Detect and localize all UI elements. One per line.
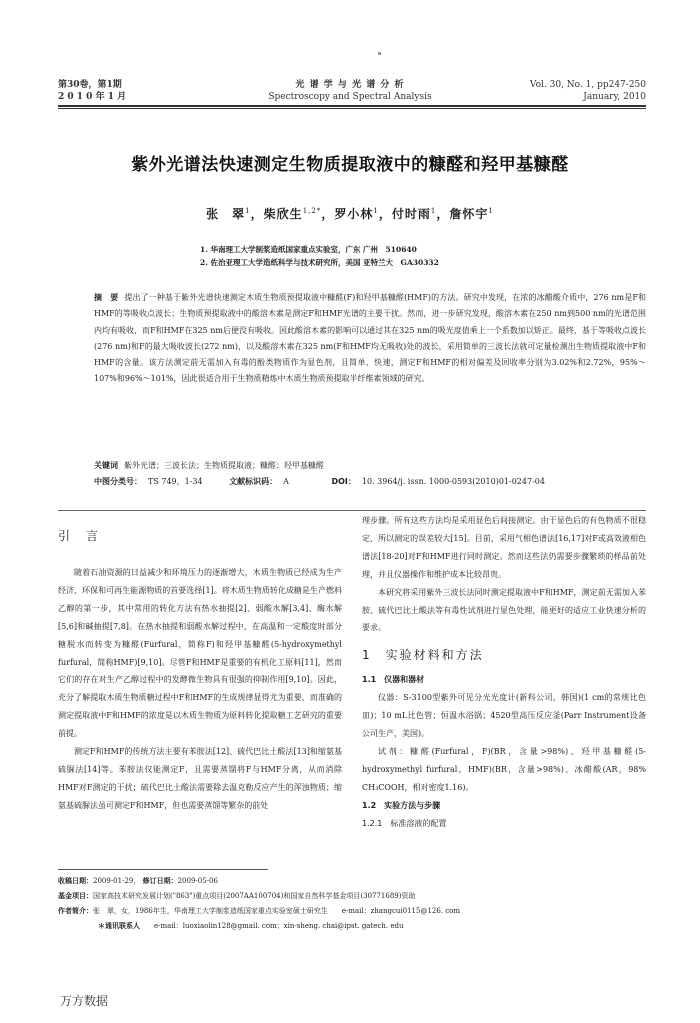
paper-title: 紫外光谱法快速测定生物质提取液中的糠醛和羟甲基糠醛 [131,155,569,175]
author: 罗小林$^1$ [334,207,379,221]
right-column [362,512,646,833]
clc-value: TS 749，1-34 [148,477,203,486]
received-date: 2009-01-29， [93,877,141,885]
code-label: 文献标识码： [229,477,278,486]
fund-text: 国家高技术研究发展计划("863")重点项目(2007AA100704)和国家自然科学基金项目(30771689)资助 [93,892,416,900]
footnote-rule [58,869,268,870]
keywords [94,458,324,474]
header-journal-cn: 光 谱 学 与 光 谱 分 析 [295,80,405,90]
clc-label: 中图分类号： [94,477,142,486]
revised-date: 2009-05-06 [177,877,218,885]
author-bio-text: 张 翠，女，1986年生，华南理工大学制浆造纸国家重点实验室硕士研究生 e-mail：zhangcui0115@126. com [93,907,461,915]
keywords-label: 关键词 [94,461,118,470]
abstract-label: 摘 要 [94,293,119,302]
reagents-paragraph: 试剂：糠醛(Furfural，F)(BR，含量>98%)、羟甲基糠醛(5-hydroxymethyl furfural，HMF)(BR，含量>98%)、冰醋酸(AR，98% CH₃COOH，相对密度1.16)。 [362,747,646,792]
correspondence-text: e-mail：luoxiaolin128@gmail. com；xin-sheng. chai@ipst. gatech. edu [154,922,404,930]
instruments-paragraph: 仪器：S-3100型紫外可见分光光度计(新科公司，韩国)(1 cm的常规比色皿)；10 mL比色管；恒温水浴锅；4520型高压反应釜(Parr Instrument设备公司生产，美国)。 [362,693,646,739]
correspondence-label: ＊通讯联系人 [98,922,140,930]
header-rule-thin [58,108,646,109]
header-rule [58,105,646,107]
author: 张 翠$^1$ [206,207,251,221]
watermark: 万方数据 [60,994,109,1008]
doi-value: 10. 3964/j. issn. 1000-0593(2010)01-0247-04 [361,477,545,486]
subsection-1-2-heading: 1.2 实验方法与步骤 [362,800,441,810]
header-date-cn: 2 0 1 0 年 1 月 [58,92,127,102]
footnote-dates [58,874,648,889]
intro-paragraph-2: 测定F和HMF的传统方法主要有苯胺法[12]、硫代巴比土酸法[13]和缩氨基硫脲法[14]等。苯胺法仅能测定F，且需要蒸馏将F与HMF分离，从而消除HMF对F测定的干扰；硫代巴比土酸法需要除去温克勒反应产生的浑浊物质；缩氨基硫脲法虽可测定F和HMF，但也需要蒸馏等繁杂的前处 [58,747,342,810]
author: 付时雨$^1$ [391,207,437,221]
received-label: 收稿日期： [58,877,93,885]
author: 詹怀宇$^1$ [449,207,494,221]
section-1-heading: 1 实验材料和方法 [362,648,484,663]
footnote-author [58,904,648,919]
classification-line [94,474,654,490]
author-bio-label: 作者简介： [58,907,93,915]
right-paragraph-1: 理步骤。所有这些方法均是采用显色后间接测定。由于显色后的有色物质不很稳定，所以测定的误差较大[15]。目前，采用气相色谱法[16,17]对F或高效液相色谱法[18-20]对F和HMF进行同时测定。然而这些法仍需要步骤繁琐的样品前处理，并且仪器操作和维护成本比较昂贵。 [362,516,646,579]
subsection-1-2-1-heading: 1.2.1 标准溶液的配置 [362,818,447,828]
footnote-correspondence [98,919,648,934]
intro-heading: 引 言 [58,529,101,543]
affiliation-1: 1. 华南理工大学制浆造纸国家重点实验室，广东 广州 510640 [200,245,417,254]
scan-speck [378,52,381,55]
intro-paragraph-1: 随着石油资源的日益减少和环境压力的逐渐增大，木质生物质已经成为生产经济、环保和可再生能源物质的首要选择[1]。将木质生物质转化成糖是生产燃料乙醇的第一步，其中常用的转化方法有热水抽提[2]、弱酸水解[3,4]、酶水解[5,6]和碱抽提[7,8]。在热水抽提和弱酸水解过程中，在高温和一定酸度时部分糖脱水而转变为糠醛(Furfural，简称F)和羟甲基糠醛(5-hydroxymethyl furfural，简称HMF)[9,10]。尽管F和HMF是重要的有机化工原料[11]，然而它们的存在对生产乙醇过程中的发酵微生物具有很强的抑制作用[9,10]。因此，充分了解提取木质生物质糖过程中F和HMF的生成规律显得尤为重要，而准确的测定提取液中F和HMF的浓度是以木质生物质为原料转化提取糖工艺研究的重要前提。 [58,568,342,739]
revised-label: 修订日期： [142,877,178,885]
header-journal-en: Spectroscopy and Spectral Analysis [268,92,432,102]
subsection-1-1-heading: 1.1 仪器和器材 [362,675,425,685]
header-date-en: January, 2010 [583,92,646,102]
fund-label: 基金项目： [58,892,93,900]
footnote-fund [58,889,648,904]
doi-label: DOI： [331,477,356,486]
keywords-text: 紫外光谱；三波长法；生物质提取液；糠醛；羟甲基糠醛 [124,461,324,470]
header-volume: 第30卷，第1期 [58,80,122,90]
abstract [94,290,646,388]
abstract-text: 提出了一种基于紫外光谱快速测定木质生物质预提取液中糠醛(F)和羟甲基糠醛(HMF)的方法。研究中发现，在浓的冰醋酸介质中，276 nm是F和HMF的等吸收点波长；生物质预提取液中的酸溶木素是测定F和HMF光谱的主要干扰。然而，进一步研究发现，酸溶木素在250 nm到500 nm的光谱范围内均有吸收，而F和HMF在325 nm后便没有吸收。因此酸溶木素的影响可以通过其在325 nm的吸光度值乘上一个系数加以矫正。最终，基于等吸收点波长(276 nm)和F的最大吸收波长(272 nm)，以及酸溶木素在325 nm(F和HMF均无吸收)处的波长，采用简单的三波长法就可定量检测出生物质提取液中F和HMF的含量。该方法测定前无需加入有毒的酚类物质作为显色剂，且简单、快速，测定F和HMF的相对偏差及回收率分别为3.02%和2.72%，95%～107%和96%～101%，因此很适合用于生物质精炼中木质生物质预提取半纤维素领域的研究。 [94,293,647,384]
code-value: A [283,477,289,486]
author: 柴欣生$^{1,2*}$ [263,207,322,221]
affiliation-2: 2. 佐治亚理工大学造纸科学与技术研究所，美国 亚特兰大 GA30332 [200,258,439,267]
author-list: 张 翠$^1$，柴欣生$^{1,2*}$，罗小林$^1$，付时雨$^1$，詹怀宇$^1$ [206,207,494,221]
left-column [58,526,342,815]
right-paragraph-2: 本研究将采用紫外三波长法同时测定提取液中F和HMF，测定前无需加入苯胺、硫代巴比土酸法等有毒性试剂进行显色处理，能更好的适应工业快速分析的要求。 [362,587,646,633]
section-divider [58,510,646,511]
header-vol-en: Vol. 30, No. 1, pp247-250 [529,80,646,90]
